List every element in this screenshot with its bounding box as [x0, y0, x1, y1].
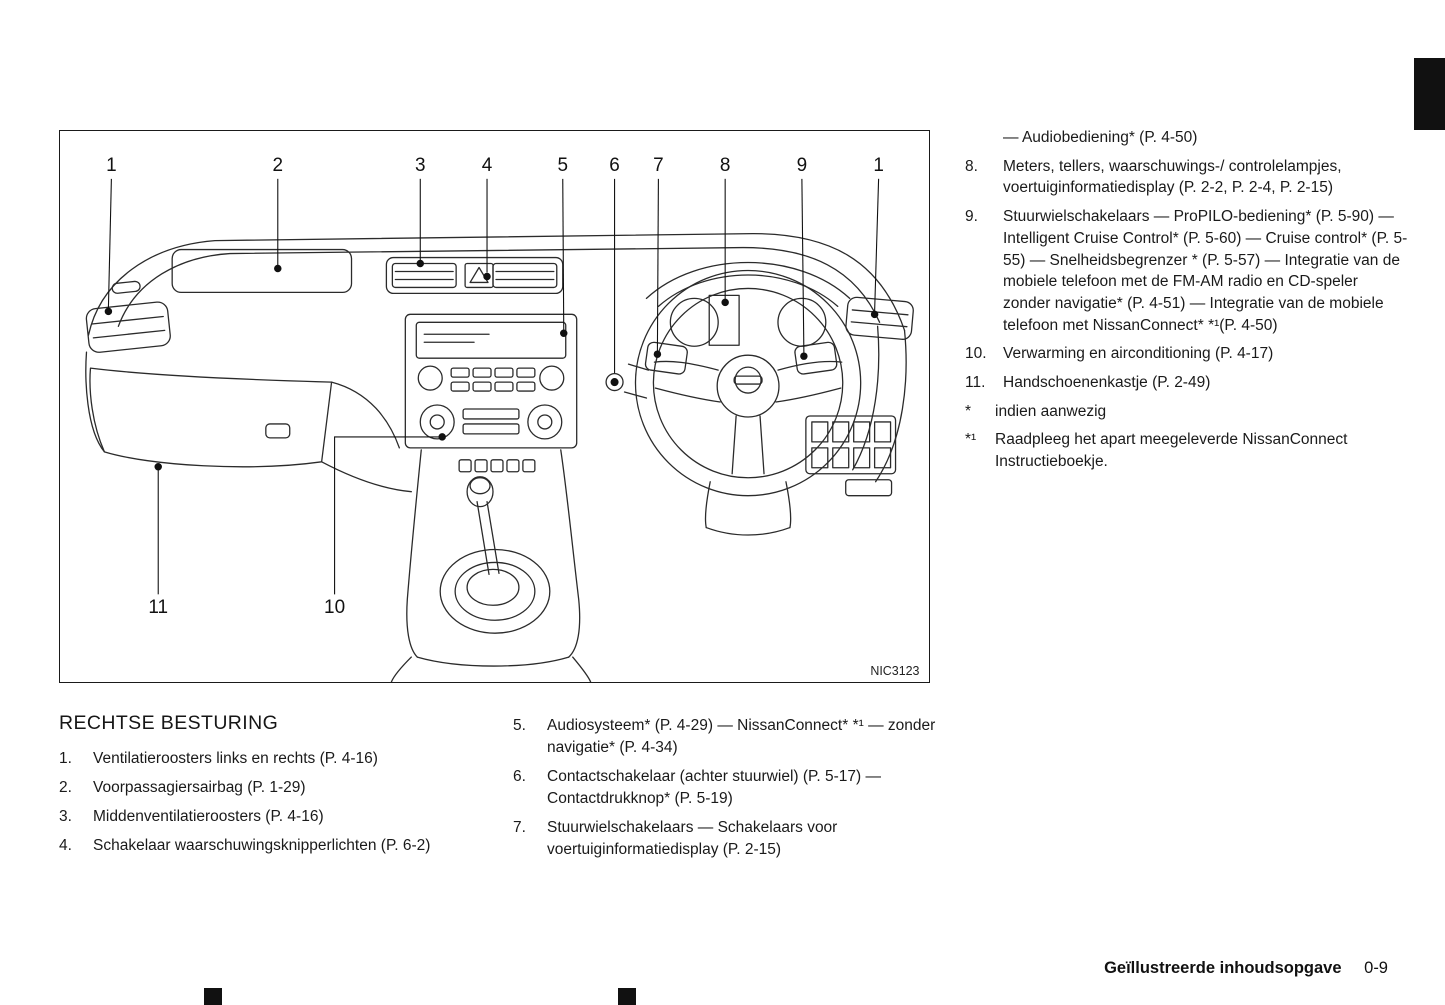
dashboard-drawing — [83, 234, 914, 682]
callout-3: 3 — [415, 154, 426, 176]
item-number: 7. — [513, 819, 526, 836]
item-line: — Integratie van de mobiele telefoon met — [1003, 294, 1384, 334]
callout-5: 5 — [557, 154, 569, 176]
item-number: 9. — [965, 208, 978, 226]
item-line: Meters, tellers, waarschuwings-/ — [1003, 157, 1225, 175]
callout-1-left: 1 — [106, 154, 117, 176]
callout-4: 4 — [481, 154, 493, 176]
item-line: — Contactdrukknop* (P. 5-19) — [547, 768, 881, 807]
item-line: — Schakelaars voor voertuiginformatiedisplay — [547, 819, 838, 858]
item-number: 10. — [965, 345, 987, 363]
item-line: Audiosysteem* (P. 4-29) — [547, 717, 713, 734]
item-line: (P. 4-51) — [1127, 294, 1186, 312]
chapter-title: Geïllustreerde inhoudsopgave — [1104, 959, 1342, 977]
item-line: Stuurwielschakelaars — [547, 819, 694, 836]
figure-frame — [59, 130, 930, 683]
footnote-line: NissanConnect Instructieboekje. — [995, 431, 1348, 471]
item-line: controlelampjes, voertuiginformatiedisplay — [1003, 157, 1342, 197]
list-item-3 — [59, 806, 499, 828]
item-number: 11. — [965, 374, 986, 392]
item-number: 8. — [965, 157, 978, 175]
section-tab-marker — [1414, 58, 1445, 130]
item-number: 6. — [513, 768, 526, 785]
item-line: — ProPILO-bediening* (P. 5-90) — [1153, 208, 1375, 226]
item-line: (P. 2-15) — [722, 841, 782, 858]
item-line: — Cruise control* (P. 5-55) — [1003, 229, 1408, 269]
right-column — [965, 127, 1408, 480]
list-item-10 — [965, 343, 1408, 365]
item-line: — Integratie van de mobiele telefoon met de — [1003, 251, 1400, 291]
callout-11: 11 — [148, 597, 169, 619]
callout-9: 9 — [796, 154, 808, 176]
list-item-5 — [513, 715, 953, 759]
list-item-7-continuation — [965, 127, 1408, 149]
item-line: Voorpassagiersairbag (P. 1-29) — [93, 779, 306, 796]
item-line: FM-AM radio en CD-speler zonder navigatie* — [1003, 273, 1358, 312]
item-line: NissanConnect* *¹(P. 4-50) — [1092, 316, 1278, 334]
footnote-marker: *¹ — [965, 431, 977, 449]
callout-7: 7 — [653, 154, 664, 176]
footnote-asterisk-1 — [965, 429, 1408, 472]
item-line: Middenventilatieroosters (P. 4-16) — [93, 808, 324, 825]
list-item-6 — [513, 766, 953, 810]
print-registration-mark — [618, 988, 636, 1005]
list-item-9 — [965, 206, 1408, 336]
item-line: (P. 2-2, P. 2-4, P. 2-15) — [1178, 179, 1334, 197]
item-line: Ventilatieroosters links en rechts (P. 4-16) — [93, 750, 378, 767]
item-number: 3. — [59, 808, 72, 825]
list-item-7 — [513, 817, 953, 861]
section-heading: RECHTSE BESTURING — [59, 712, 279, 734]
item-number: 1. — [59, 750, 72, 767]
item-number: 5. — [513, 717, 526, 734]
page-footer — [1104, 959, 1388, 978]
item-number — [965, 127, 1003, 149]
page-number: 0-9 — [1364, 959, 1388, 977]
list-item-2 — [59, 777, 499, 799]
left-column-list — [59, 748, 499, 864]
footnote-line: indien aanwezig — [995, 402, 1107, 420]
callout-8: 8 — [719, 154, 731, 176]
item-number: 2. — [59, 779, 72, 796]
dashboard-figure — [60, 131, 929, 682]
item-line: — zonder navigatie* (P. 4-34) — [547, 717, 936, 756]
list-item-4 — [59, 835, 499, 857]
footnote-asterisk — [965, 401, 1408, 423]
item-line: Stuurwielschakelaars — [1003, 208, 1150, 226]
item-line: Contactschakelaar (achter stuurwiel) (P. 5-17) — [547, 768, 862, 785]
callout-2: 2 — [272, 154, 284, 176]
footnote-marker: * — [965, 402, 972, 420]
list-item-1 — [59, 748, 499, 770]
list-item-8 — [965, 156, 1408, 199]
item-line: — NissanConnect* *¹ — [717, 717, 864, 734]
item-line: (P. 6-2) — [380, 837, 431, 854]
item-line: Handschoenenkastje (P. 2-49) — [1003, 374, 1211, 392]
callout-6: 6 — [609, 154, 620, 176]
item-line: — Snelheidsbegrenzer * (P. 5-57) — [1029, 251, 1261, 269]
item-line: — Audiobediening* (P. 4-50) — [1003, 129, 1198, 146]
callout-1-right: 1 — [873, 154, 884, 176]
figure-code: NIC3123 — [870, 664, 920, 679]
print-registration-mark — [204, 988, 222, 1005]
callout-10: 10 — [324, 597, 346, 619]
item-number: 4. — [59, 837, 72, 854]
list-item-11 — [965, 372, 1408, 394]
item-line: Verwarming en airconditioning (P. 4-17) — [1003, 345, 1274, 363]
middle-column — [513, 715, 953, 868]
item-line: Schakelaar waarschuwingsknipperlichten — [93, 837, 377, 854]
item-line: — Intelligent Cruise Control* (P. 5-60) — [1003, 208, 1394, 247]
footnote-line: Raadpleeg het apart meegeleverde — [995, 431, 1239, 449]
